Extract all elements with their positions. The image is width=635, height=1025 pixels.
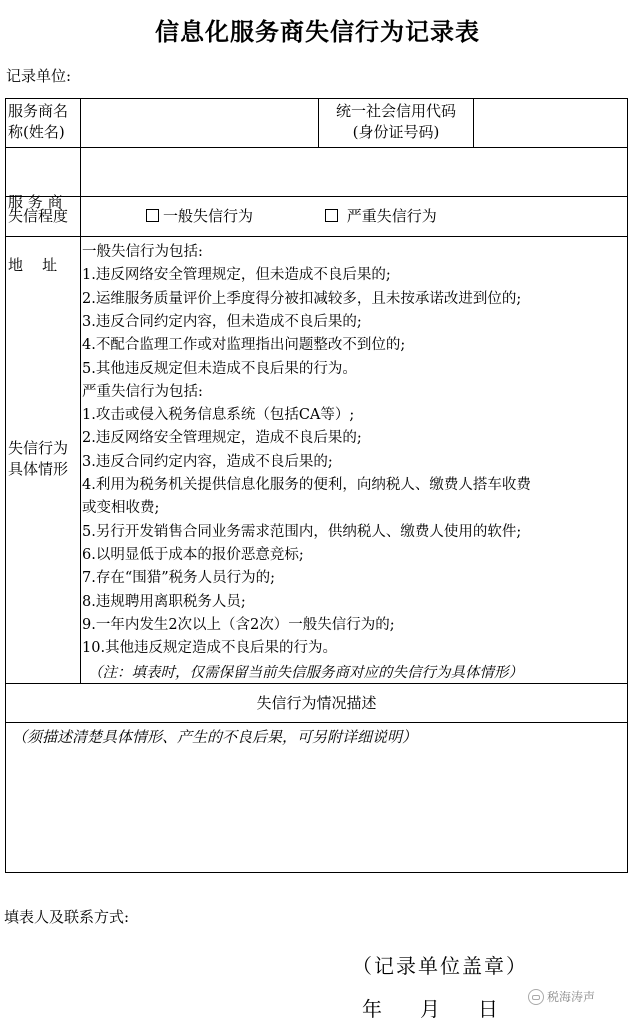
description-hint: （须描述清楚具体情形、产生的不良后果，可另附详细说明） (12, 728, 418, 746)
credit-code-label-line2: (身份证号码) (352, 123, 440, 141)
date-year: 年 (362, 997, 382, 1021)
checkbox-serious[interactable] (325, 209, 338, 222)
credit-code-field[interactable] (474, 99, 626, 147)
provider-address-label-line1: 服 务 商 (8, 193, 63, 211)
table-border-bottom (5, 872, 628, 873)
behavior-item: 7.存在“围猎”税务人员行为的; (82, 570, 276, 587)
provider-address-label-line2: 地 址 (8, 256, 58, 274)
behavior-label (8, 438, 68, 480)
seal-text: （记录单位盖章） (352, 954, 528, 978)
behavior-item: 8.违规聘用离职税务人员; (82, 593, 246, 610)
option-general-label: 一般失信行为 (163, 207, 254, 225)
provider-name-label (8, 101, 68, 143)
table-border-right (627, 98, 628, 873)
table-row-divider (5, 196, 628, 197)
behavior-item: 一般失信行为包括: (82, 244, 203, 260)
table-row-divider (5, 722, 628, 723)
provider-name-label-line1: 服务商名 (8, 102, 69, 120)
option-serious[interactable] (325, 206, 437, 227)
behavior-item: 6.以明显低于成本的报价恶意竞标; (82, 546, 304, 563)
behavior-item: 5.另行开发销售合同业务需求范围内，供纳税人、缴费人使用的软件; (82, 523, 522, 540)
watermark (528, 988, 595, 1005)
behavior-item: 5.其他违反规定但未造成不良后果的行为。 (82, 360, 357, 377)
provider-name-label-line2: 称(姓名) (8, 123, 65, 141)
behavior-label-line1: 失信行为 (8, 439, 69, 457)
option-general[interactable] (146, 206, 253, 227)
credit-code-label (319, 101, 473, 143)
behavior-note: （注：填表时，仅需保留当前失信服务商对应的失信行为具体情形） (88, 665, 523, 681)
table-row-divider (5, 683, 628, 684)
checkbox-general[interactable] (146, 209, 159, 222)
option-serious-label: 严重失信行为 (346, 207, 437, 225)
page-title: 信息化服务商失信行为记录表 (155, 18, 480, 46)
behavior-item: 2.运维服务质量评价上季度得分被扣减较多，且未按承诺改进到位的; (82, 290, 522, 307)
behavior-item: 3.违反合同约定内容，造成不良后果的; (82, 453, 333, 470)
provider-address-field[interactable] (81, 148, 626, 196)
behavior-item: 1.攻击或侵入税务信息系统（包括CA等）; (82, 407, 355, 424)
record-unit-label: 记录单位: (6, 67, 72, 85)
filler-contact-label: 填表人及联系方式: (4, 908, 130, 926)
provider-name-field[interactable] (81, 99, 317, 147)
behavior-label-line2: 具体情形 (8, 460, 69, 478)
watermark-text: 税海涛声 (547, 990, 596, 1004)
wechat-icon (528, 989, 544, 1005)
behavior-item: 10.其他违反规定造成不良后果的行为。 (82, 640, 338, 657)
behavior-item: 4.利用为税务机关提供信息化服务的便利，向纳税人、缴费人搭车收费 (82, 477, 531, 493)
behavior-item: 3.违反合同约定内容，但未造成不良后果的; (82, 313, 362, 330)
behavior-item: 9.一年内发生2次以上（含2次）一般失信行为的; (82, 616, 395, 633)
behavior-item: 严重失信行为包括: (82, 383, 203, 400)
behavior-item: 或变相收费; (82, 500, 160, 517)
degree-label: 失信程度 (8, 207, 69, 225)
credit-code-label-line1: 统一社会信用代码 (335, 102, 456, 120)
date-day: 日 (478, 997, 498, 1021)
table-row-divider (5, 236, 628, 237)
description-field[interactable] (6, 748, 626, 870)
behavior-item: 1.违反网络安全管理规定，但未造成不良后果的; (82, 267, 391, 284)
date-month: 月 (420, 997, 440, 1021)
description-header: 失信行为情况描述 (256, 694, 377, 712)
behavior-item: 2.违反网络安全管理规定，造成不良后果的; (82, 430, 362, 447)
behavior-item: 4.不配合监理工作或对监理指出问题整改不到位的; (82, 337, 406, 354)
